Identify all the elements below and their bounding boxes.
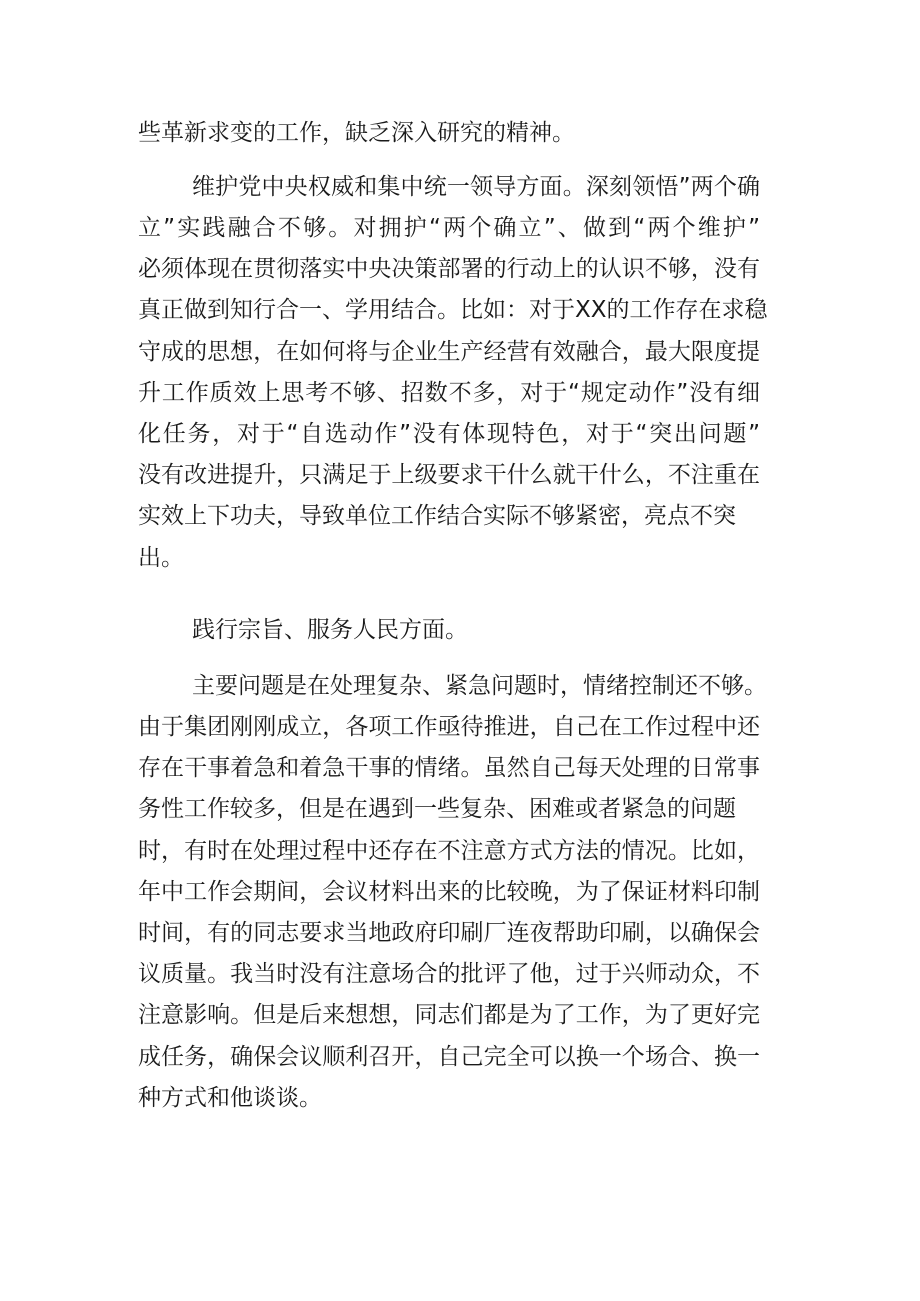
paragraph-4-line-5: 时，有时在处理过程中还存在不注意方式方法的情况。比如，: [138, 838, 760, 864]
paragraph-2-line-10: 出。: [138, 545, 184, 571]
paragraph-4-line-3: 存在干事着急和着急干事的情绪。虽然自己每天处理的日常事: [138, 755, 760, 781]
paragraph-4-line-10: 成任务，确保会议顺利召开，自己完全可以换一个场合、换一: [138, 1044, 760, 1070]
paragraph-2-line-8: 没有改进提升，只满足于上级要求干什么就干什么，不注重在: [138, 462, 760, 488]
paragraph-2-line-1: 维护党中央权威和集中统一领导方面。深刻领悟”两个确: [192, 174, 760, 200]
paragraph-2-line-3: 必须体现在贯彻落实中央决策部署的行动上的认识不够，没有: [138, 256, 760, 282]
paragraph-4-line-2: 由于集团刚刚成立，各项工作亟待推进，自己在工作过程中还: [138, 714, 760, 740]
paragraph-4-line-7: 时间，有的同志要求当地政府印刷厂连夜帮助印刷，以确保会: [138, 920, 760, 946]
paragraph-1-line-1: 些革新求变的工作，缺乏深入研究的精神。: [138, 120, 575, 146]
paragraph-4-line-4: 务性工作较多，但是在遇到一些复杂、困难或者紧急的问题: [138, 796, 736, 822]
paragraph-2-line-7: 化任务，对于“自选动作”没有体现特色，对于“突出问题”: [138, 421, 760, 447]
paragraph-4-line-9: 注意影响。但是后来想想，同志们都是为了工作，为了更好完: [138, 1002, 760, 1028]
paragraph-3-line-1: 践行宗旨、服务人民方面。: [192, 617, 468, 643]
paragraph-4-line-8: 议质量。我当时没有注意场合的批评了他，过于兴师动众，不: [138, 961, 760, 987]
paragraph-2-line-5: 守成的思想，在如何将与企业生产经营有效融合，最大限度提: [138, 339, 760, 365]
paragraph-2-line-9: 实效上下功夫，导致单位工作结合实际不够紧密，亮点不突: [138, 503, 736, 529]
paragraph-2-line-4: 真正做到知行合一、学用结合。比如：对于XX的工作存在求稳: [138, 297, 768, 323]
paragraph-2-line-6: 升工作质效上思考不够、招数不多，对于“规定动作”没有细: [138, 380, 760, 406]
paragraph-2-line-2: 立”实践融合不够。对拥护“两个确立”、做到“两个维护”: [138, 215, 760, 241]
paragraph-4-line-6: 年中工作会期间，会议材料出来的比较晚，为了保证材料印制: [138, 879, 760, 905]
paragraph-4-line-1: 主要问题是在处理复杂、紧急问题时，情绪控制还不够。: [192, 673, 767, 699]
paragraph-4-line-11: 种方式和他谈谈。: [138, 1085, 322, 1111]
